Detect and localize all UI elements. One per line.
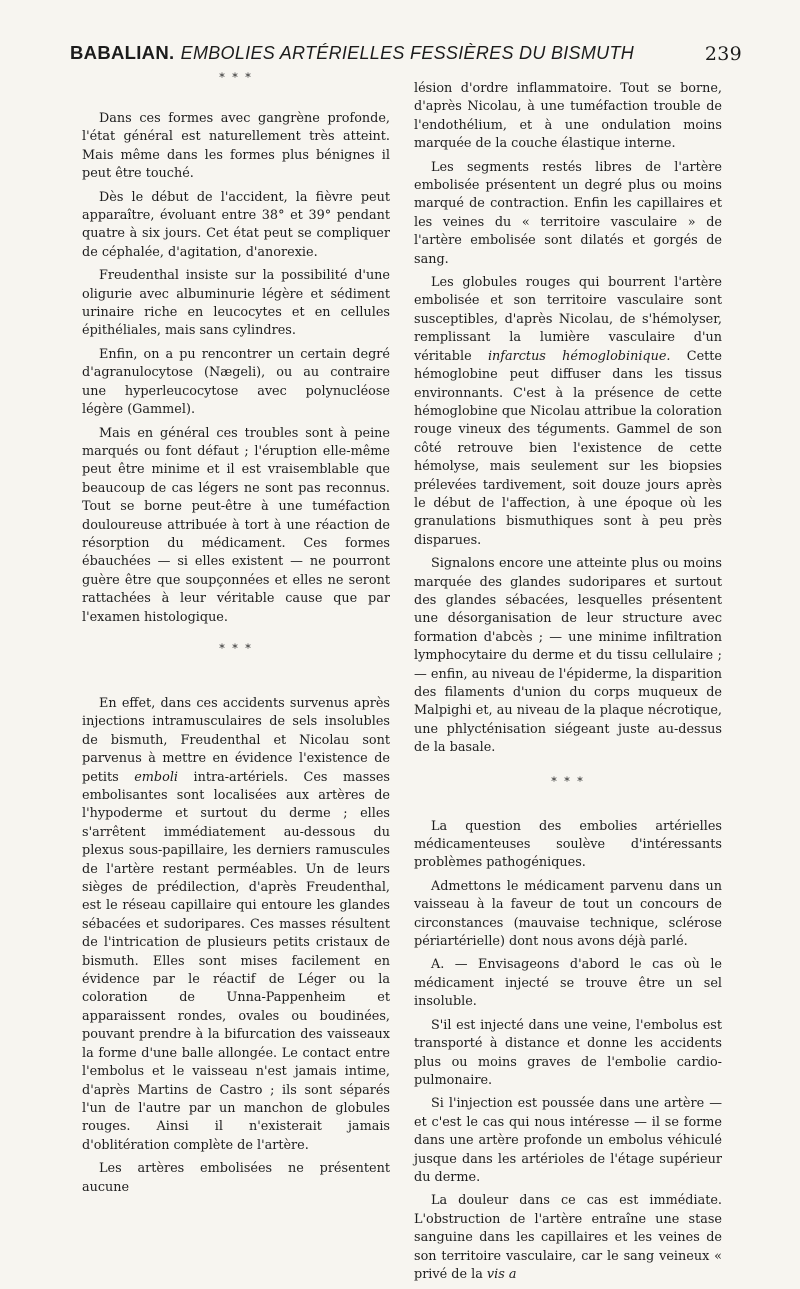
paragraph: Signalons encore une atteinte plus ou moins marquée des glandes sudoripares et surtout des glandes sébacées, lesquelles présentent une désorganisation de leur structure avec formation d'abcès ; — une minime infiltration lymphocytaire du derme et du tissu cellulaire ; — enfin, au niveau de l'épiderme, la disparition des filaments d'union du corps muqueux de Malpighi et, au niveau de la plaque nécrotique, une phlycténisation siégeant juste au-dessus de la basale. [414, 556, 722, 756]
paragraph: Les artères embolisées ne présentent aucune [82, 1161, 390, 1195]
emphasis: vis a [486, 1266, 517, 1282]
section-separator: * * * [219, 641, 253, 655]
section-separator: * * * [219, 71, 253, 84]
paragraph: A. — Envisageons d'abord le cas où le médicament injecté se trouve être un sel insoluble. [414, 957, 722, 1010]
paragraph: Freudenthal insiste sur la possibilité d'une oligurie avec albuminurie légère et sédiment urinaire riche en leucocytes et en cellules épithéliales, mais sans cylindres. [82, 268, 390, 339]
paragraph: S'il est injecté dans une veine, l'embolus est transporté à distance et donne les accidents plus ou moins graves de l'embolie cardio-pulmonaire. [414, 1017, 722, 1088]
header-author: BABALIAN. [70, 42, 175, 63]
paragraph: En effet, dans ces accidents survenus après injections intramusculaires de sels insolubles de bismuth, Freudenthal et Nicolau sont parvenus à mettre en évidence l'existence de petits emboli intra-artériels. Ces masses embolisantes sont localisées aux artères de l'hypoderme et surtout du derme ; elles s'arrêtent immédiatement au-dessous du plexus sous-papillaire, les derniers ramuscules de l'artère restant perméables. Un de leurs sièges de prédilection, d'après Freudenthal, est le réseau capillaire qui entoure les glandes sébacées et sudoripares. Ces masses résultent de l'intrication de plusieurs petits cristaux de bismuth. Elles sont mises facilement en évidence par le réactif de Léger ou la coloration de Unna-Pappenheim et apparaissent rondes, ovales ou boudinées, pouvant prendre à la bifurcation des vaisseaux la forme d'une balle allongée. Le contact entre l'embolus et le vaisseau n'est jamais intime, d'après Martins de Castro ; ils sont séparés l'un de l'autre par un manchon de globules rouges. Ainsi il n'existerait jamais d'oblitération complète de l'artère. [82, 695, 390, 1153]
right-column [414, 80, 722, 1289]
paragraph: La douleur dans ce cas est immédiate. L'obstruction de l'artère entraîne une stase sanguine dans les capillaires et les veines de son territoire vasculaire, car le sang veineux « privé de la vis a [414, 1193, 722, 1282]
emphasis: emboli [134, 769, 179, 785]
left-column [82, 72, 390, 1202]
paragraph: Admettons le médicament parvenu dans un vaisseau à la faveur de tout un concours de circonstances (mauvaise technique, sclérose périartérielle) dont nous avons déjà parlé. [414, 878, 722, 950]
section-separator: * * * [551, 774, 585, 788]
running-header [70, 42, 742, 64]
paragraph: lésion d'ordre inflammatoire. Tout se borne, d'après Nicolau, à une tuméfaction trouble de l'endothélium, et à une ondulation moins marquée de la couche élastique interne. [414, 81, 722, 152]
emphasis: infarctus hémoglobinique. [487, 348, 671, 364]
paragraph: Les globules rouges qui bourrent l'artère embolisée et son territoire vasculaire sont susceptibles, d'après Nicolau, de s'hémolyser, remplissant la lumière vasculaire d'un véritable infarctus hémoglobinique. Cette hémoglobine peut diffuser dans les tissus environnants. C'est à la présence de cette hémoglobine que Nicolau attribue la coloration rouge vineux des téguments. Gammel de son côté retrouve bien l'existence de cette hémolyse, mais seulement sur les biopsies prélevées tardivement, soit douze jours après le début de l'affection, à une époque où les granulations bismuthiques sont à peu près disparues. [414, 275, 723, 548]
paragraph: Enfin, on a pu rencontrer un certain degré d'agranulocytose (Nægeli), ou au contraire une hyperleucocytose avec polynucléose légère (Gammel). [82, 346, 390, 418]
paragraph: Si l'injection est poussée dans une artère — et c'est le cas qui nous intéresse — il se forme dans une artère profonde un embolus véhiculé jusque dans les artérioles de l'étage supérieur du derme. [414, 1096, 722, 1185]
paragraph: La question des embolies artérielles médicamenteuses soulève d'intéressants problèmes pathogéniques. [414, 818, 722, 871]
paragraph: Dès le début de l'accident, la fièvre peut apparaître, évoluant entre 38° et 39° pendant quatre à six jours. Cet état peut se compliquer de céphalée, d'agitation, d'anorexie. [82, 189, 390, 260]
page-number: 239 [704, 43, 742, 65]
paragraph: Les segments restés libres de l'artère embolisée présentent un degré plus ou moins marqué de contraction. Enfin les capillaires et les veines du « territoire vasculaire » de l'artère embolisée sont dilatés et gorgés de sang. [414, 159, 722, 267]
paragraph: Dans ces formes avec gangrène profonde, l'état général est naturellement très atteint. Mais même dans les formes plus bénignes il peut être touché. [82, 111, 390, 182]
paragraph: Mais en général ces troubles sont à peine marqués ou font défaut ; l'éruption elle-même peut être minime et il est vraisemblable que beaucoup de cas légers ne sont pas reconnus. Tout se borne peut-être à une tuméfaction douloureuse attribuée à tort à une réaction de résorption du médicament. Ces formes ébauchées — si elles existent — ne pourront guère être que soupçonnées et elles ne seront rattachées à leur véritable cause que par l'examen histologique. [82, 425, 390, 625]
header-title: EMBOLIES ARTÉRIELLES FESSIÈRES DU BISMUTH [180, 43, 635, 63]
